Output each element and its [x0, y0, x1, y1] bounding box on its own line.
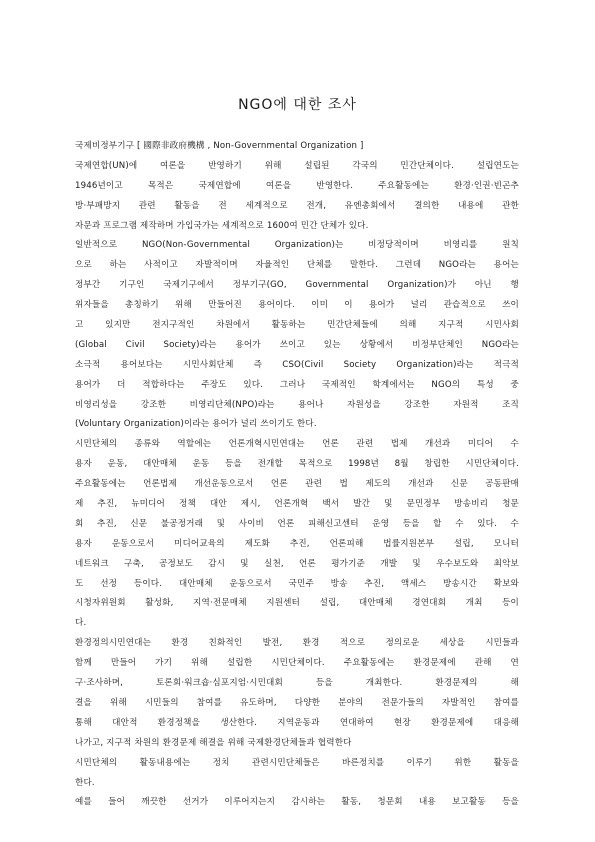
text-line: 용자 운동, 대안매체 운동 등을 전개할 목적으로 1998년 8월 창립한 시민단체이다. — [75, 459, 519, 470]
text-line: 시민단체의 활동내용에는 정치 관련시민단체들은 바른정치를 이루기 위한 활동을 — [75, 757, 519, 768]
text-line: 국제비정부기구 [ 國際非政府機構 , Non-Governmental Organization ] — [75, 141, 364, 151]
text-line: 주요활동에는 언론법제 개선운동으로서 언론 관련 법 제도의 개선과 신문 공동판매 — [75, 479, 519, 490]
text-line: 시청자위원회 활성화, 지역·전문매체 지원센터 설립, 대안매체 경연대회 개최 등이 — [75, 598, 519, 609]
text-line: 다. — [75, 618, 87, 629]
text-line: 으로 하는 사적이고 자발적이며 자율적인 단체를 말한다. 그런데 NGO라는 용어는 — [75, 260, 519, 271]
text-line: 1946년이고 목적은 국제연합에 여론을 반영한다. 주요활동에는 환경·인권·빈곤추 — [75, 180, 519, 191]
text-line: 제 추진, 뉴미디어 정책 대안 제시, 언론개혁 백서 발간 및 문민정부 방송비리 청문 — [75, 499, 519, 510]
text-line: 환경정의시민연대는 환경 친화적인 발전, 환경 적으로 정의로운 세상을 시민들과 — [75, 638, 519, 649]
text-line: 회 추진, 신문 불공정거래 및 사이비 언론 피해신고센터 운영 등을 할 수 있다. 수 — [75, 518, 519, 529]
text-line: 용어가 더 적합하다는 주장도 있다. 그러나 국제적인 학계에서는 NGO의 특성 중 — [75, 379, 519, 390]
document-title: NGO에 대한 조사 — [238, 97, 357, 113]
text-line: 소극적 용어보다는 시민사회단체 즉 CSO(Civil Society Organization)라는 적극적 — [75, 359, 519, 370]
text-line: (Voluntary Organization)이라는 용어가 널리 쓰이기도 한다. — [75, 419, 317, 430]
text-line: 결을 위해 시민들의 참여를 유도하며, 다양한 분야의 전문가들의 자발적인 참여를 — [75, 697, 519, 708]
text-line: (Global Civil Society)라는 용어가 쓰이고 있는 상황에서 비정부단체인 NGO라는 — [75, 339, 519, 350]
text-line: 방·부패방지 관련 활동을 전 세계적으로 전개, 유엔총회에서 결의한 내용에 관한 — [75, 200, 519, 211]
text-line: 구·조사하며, 토론회·워크숍·심포지엄·시민대회 등을 개최한다. 환경문제의 해 — [75, 678, 519, 689]
text-line: 나가고, 지구적 차원의 환경문제 해결을 위해 국제환경단체들과 협력한다 — [75, 737, 352, 748]
text-line: 예를 들어 깨끗한 선거가 이루어지는지 감시하는 활동, 청문회 내용 보고활동 등을 — [75, 797, 519, 808]
text-line: 정부간 기구인 국제기구에서 정부기구(GO, Governmental Organization)가 아닌 행 — [75, 280, 519, 291]
text-line: 함께 만들어 가기 위해 설립한 시민단체이다. 주요활동에는 환경문제에 관해 연 — [75, 658, 519, 669]
text-line: 용자 운동으로서 미디어교육의 제도화 추진, 언론피해 법률지원본부 설립, 모니터 — [75, 538, 519, 549]
document-body — [75, 137, 519, 813]
text-line: 고 있지만 전지구적인 차원에서 활동하는 민간단체들에 의해 지구적 시민사회 — [75, 320, 519, 331]
text-line: 국제연합(UN)에 여론을 반영하기 위해 설립된 각국의 민간단체이다. 설립연도는 — [75, 160, 519, 171]
text-line: 네트워크 구축, 공정보도 감시 및 실천, 언론 평가기준 개발 및 우수보도와 최악보 — [75, 558, 519, 569]
text-line: 자문과 프로그램 제작하며 가입국가는 세계적으로 1600여 민간 단체가 있다. — [75, 220, 369, 231]
text-line: 시민단체의 종류와 역할에는 언론개혁시민연대는 언론 관련 법제 개선과 미디어 수 — [75, 439, 519, 450]
text-line: 한다. — [75, 777, 95, 788]
text-line: 일반적으로 NGO(Non-Governmental Organization)는 비정당적이며 비영리를 원칙 — [75, 240, 519, 251]
text-line: 비영리성을 강조한 비영리단체(NPO)라는 용어나 자원성을 강조한 자원적 조직 — [75, 399, 519, 410]
text-line: 위자들을 총칭하기 위해 만들어진 용어이다. 이미 이 용어가 널리 관습적으로 쓰이 — [75, 300, 519, 311]
text-line: 통해 대안적 환경정책을 생산한다. 지역운동과 연대하여 현장 환경문제에 대응해 — [75, 717, 519, 728]
text-line: 도 선정 등이다. 대안매체 운동으로서 국민주 방송 추진, 액세스 방송시간 확보와 — [75, 578, 519, 589]
